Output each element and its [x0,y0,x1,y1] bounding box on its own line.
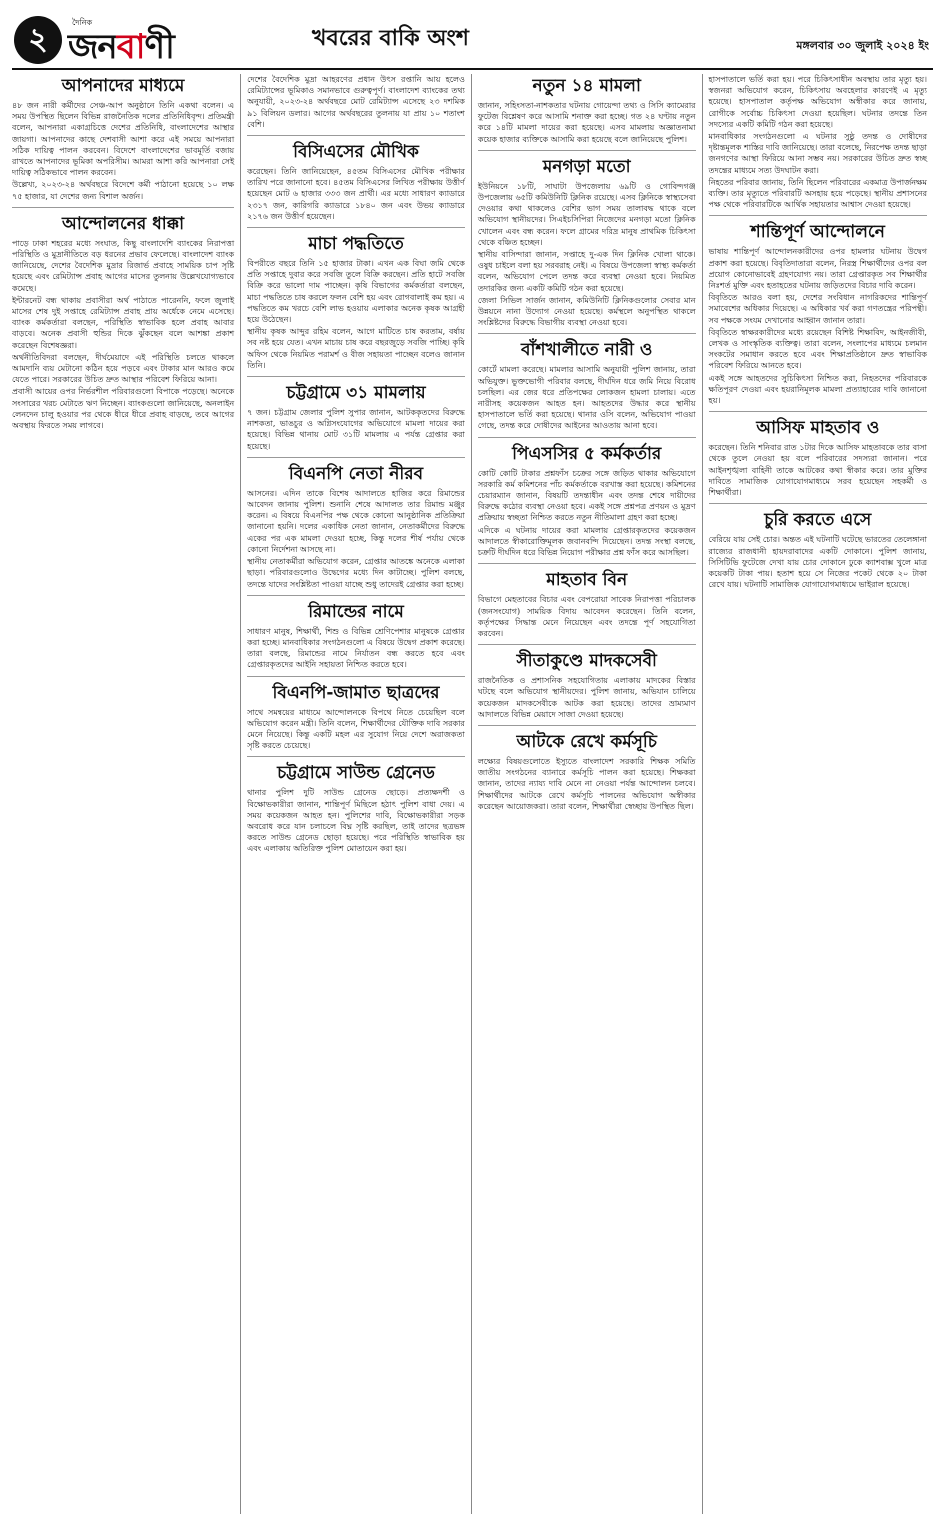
story-headline: সীতাকুণ্ডে মাদকসেবী [516,651,657,672]
news-story [247,234,465,377]
news-story [247,683,465,758]
story-paragraph: বিপরীতে বছরে তিনি ১৫ হাজার টাকা। এখন এক বিঘা জমি থেকে প্রতি সপ্তাহে দুবার করে সবজি তুলে বিক্রি করছেন। প্রতি হাটে সবজি বিক্রি করে ভালো দাম পাচ্ছেন। কৃষি বিভাগের কর্মকর্তারা বলছেন, মাচা পদ্ধতিতে চাষ করলে ফলন বেশি হয় এবং রোগবালাই কম হয়। এ পদ্ধতিতে কম খরচে বেশি লাভ হওয়ায় এলাকার অনেক কৃষক আগ্রহী হয়ে উঠেছেন। [247,259,465,325]
story-paragraph: হাসপাতালে ভর্তি করা হয়। পরে চিকিৎসাধীন অবস্থায় তার মৃত্যু হয়। স্বজনরা অভিযোগ করেন, চিকিৎসায় অবহেলার কারণেই এ মৃত্যু হয়েছে। হাসপাতাল কর্তৃপক্ষ অভিযোগ অস্বীকার করে জানায়, রোগীকে সর্বোচ্চ চিকিৎসা দেওয়া হয়েছিল। ঘটনার তদন্তে তিন সদস্যের একটি কমিটি গঠন করা হয়েছে। [708,75,927,129]
news-story [478,444,696,565]
news-story [247,383,465,458]
story-headline: পিএসসির ৫ কর্মকর্তার [512,443,662,464]
story-headline: মাচা পদ্ধতিতে [308,234,404,255]
story-headline: চুরি করতে এসে [764,510,872,531]
news-story [478,570,696,645]
news-story [709,418,927,504]
story-paragraph: পাড়ে ঢাকা শহরের মধ্যে সংঘাত, কিছু বাংলাদেশি ব্যাংকের নিরাপত্তা পরিস্থিতি ও মুদ্রানীতিতে বড় ধরনের প্রভাব ফেলেছে। বাংলাদেশ ব্যাংক জানিয়েছে, দেশের বৈদেশিক মুদ্রার রিজার্ভ প্রবাহে সাময়িক চাপ সৃষ্টি হয়েছে এবং রেমিট্যান্স প্রবাহ আগের মাসের তুলনায় উল্লেখযোগ্যভাবে কমেছে। [12,238,235,293]
story-paragraph: জানান, সহিংসতা-নাশকতার ঘটনায় গোয়েন্দা তথ্য ও সিসি ক্যামেরার ফুটেজ বিশ্লেষণ করে আসামি শনাক্ত করা হচ্ছে। গত ২৪ ঘণ্টায় নতুন করে ১৪টি মামলা দায়ের করা হয়েছে। এসব মামলায় অজ্ঞাতনামা কয়েক হাজার ব্যক্তিকে আসামি করা হয়েছে বলে জানিয়েছে পুলিশ। [477,101,696,144]
story-headline: চট্টগ্রামে সাউন্ড গ্রেনেড [277,763,435,784]
news-story [478,732,696,817]
columns-container [12,74,933,1514]
story-paragraph: লক্ষ্যের বিষয়গুলোতে ইস্যুতে বাংলাদেশ সরকারি শিক্ষক সমিতি জাতীয় সংগঠনের ব্যানারে কর্মসূচি পালন করা হয়েছে। শিক্ষকরা জানান, তাদের ন্যায্য দাবি মেনে না নেওয়া পর্যন্ত আন্দোলন চলবে। শিক্ষার্থীদের আটকে রেখে কর্মসূচি পালনের অভিযোগ অস্বীকার করেছেন আয়োজকরা। তারা বলেন, শিক্ষার্থীরা স্বেচ্ছায় উপস্থিত ছিল। [477,756,696,811]
news-story [247,763,465,859]
story-paragraph: সাথে সমন্বয়ের মাধ্যমে আন্দোলনকে বিপথে নিতে চেয়েছিল বলে অভিযোগ করেন মন্ত্রী। তিনি বলেন, শিক্ষার্থীদের যৌক্তিক দাবি সরকার মেনে নিয়েছে। কিন্তু একটি মহল এর সুযোগ নিয়ে দেশে অরাজকতা সৃষ্টি করতে চেয়েছে। [247,707,465,751]
news-story [478,157,696,335]
story-headline: রিমান্ডের নামে [308,601,404,622]
news-column [12,74,241,1514]
news-column [703,74,933,1514]
news-story [478,340,696,437]
story-paragraph: ৭ জন। চট্টগ্রাম জেলার পুলিশ সুপার জানান, আটককৃতদের বিরুদ্ধে নাশকতা, ভাঙচুর ও অগ্নিসংযোগের অভিযোগে মামলা দায়ের করা হয়েছে। বিভিন্ন থানায় মোট ৩১টি মামলায় এ পর্যন্ত গ্রেপ্তার করা হয়েছে। [247,408,465,451]
story-paragraph: রাজনৈতিক ও প্রশাসনিক সহযোগিতায় এলাকায় মাদকের বিস্তার ঘটছে বলে অভিযোগ স্থানীয়দের। পুলিশ জানায়, অভিযান চালিয়ে কয়েকজন মাদকসেবীকে আটক করা হয়েছে। তাদের ভ্রাম্যমাণ আদালতে বিভিন্ন মেয়াদে সাজা দেওয়া হয়েছে। [477,676,696,719]
page-number: ২ [14,16,62,64]
news-story [709,510,927,595]
story-paragraph: থানার পুলিশ দুটি সাউন্ড গ্রেনেড ছোড়ে। প্রত্যক্ষদর্শী ও বিক্ষোভকারীরা জানান, শান্তিপূর্ণ মিছিলে হঠাৎ পুলিশ বাধা দেয়। এ সময় কয়েকজন আহত হন। পুলিশের দাবি, বিক্ষোভকারীরা সড়ক অবরোধ করে যান চলাচলে বিঘ্ন সৃষ্টি করছিল, তাই তাদের ছত্রভঙ্গ করতে সাউন্ড গ্রেনেড ছোড়া হয়েছে। পরে পরিস্থিতি স্বাভাবিক হয় এবং এলাকায় অতিরিক্ত পুলিশ মোতায়েন করা হয়। [247,788,465,854]
story-headline: মাহতাব বিন [546,570,628,591]
story-headline: চট্টগ্রামে ৩১ মামলায় [286,383,426,404]
story-headline: আটকে রেখে কর্মসূচি [516,731,657,752]
news-story [247,74,465,136]
brand-name: জনবাণী [68,27,174,67]
news-story [709,74,927,216]
story-headline: মনগড়া মতো [542,156,631,177]
news-story [12,214,234,436]
issue-date: মঙ্গলবার ৩০ জুলাই ২০২৪ ইং [796,39,929,52]
story-paragraph: দেশের বৈদেশিক মুদ্রা আহরণের প্রধান উৎস রপ্তানি আয় হলেও রেমিট্যান্সের ভূমিকাও সমানভাবে গুরুত্বপূর্ণ। বাংলাদেশ ব্যাংকের তথ্য অনুযায়ী, ২০২৩-২৪ অর্থবছরে মোট রেমিট্যান্স এসেছে ২৩ দশমিক ৯১ বিলিয়ন ডলার। আগের অর্থবছরের তুলনায় যা প্রায় ১০ শতাংশ বেশি। [247,75,465,129]
news-story [247,464,465,596]
story-paragraph: বেরিয়ে যায় সেই চোর। অন্তত এই ঘটনাটি ঘটেছে ভারতের তেলেঙ্গানা রাজ্যের রাজধানী হায়দরাবাদের একটি দোকানে। পুলিশ জানায়, সিসিটিভি ফুটেজে দেখা যায় চোর দোকানে ঢুকে ক্যাশবাক্স খুলে মাত্র কয়েকটি টাকা পায়। হতাশ হয়ে সে নিজের পকেট থেকে ২০ টাকা রেখে যায়। ঘটনাটি সামাজিক যোগাযোগমাধ্যমে ভাইরাল হয়েছে। [708,535,927,590]
masthead [12,12,933,70]
newspaper-logo [68,17,174,67]
brand-prefix: দৈনিক [72,18,93,27]
story-paragraph: স্থানীয় বাসিন্দারা জানান, সপ্তাহে দু-এক দিন ক্লিনিক খোলা থাকে। ওষুধ চাইলে বলা হয় সরবরাহ নেই। এ বিষয়ে উপজেলা স্বাস্থ্য কর্মকর্তা বলেন, অভিযোগ পেলে তদন্ত করে ব্যবস্থা নেওয়া হবে। নিয়মিত তদারকির জন্য একটি কমিটি গঠন করা হয়েছে। [477,250,696,293]
news-story [478,651,696,726]
story-paragraph: ইউনিয়নে ১৮টি, সাঘাটা উপজেলায় ৬৯টি ও গোবিন্দগঞ্জ উপজেলায় ৬৫টি কমিউনিটি ক্লিনিক রয়েছে। এসব ক্লিনিকে স্বাস্থ্যসেবা দেওয়ার কথা থাকলেও বেশির ভাগ সময় তালাবদ্ধ থাকে বলে অভিযোগ স্থানীয়দের। সিএইচসিপিরা নিজেদের মনগড়া মতো ক্লিনিক খোলেন এবং বন্ধ করেন। ফলে গ্রামের দরিদ্র মানুষ প্রাথমিক চিকিৎসা থেকে বঞ্চিত হচ্ছেন। [477,181,696,247]
story-headline: আসিফ মাহতাব ও [756,418,880,439]
story-paragraph: নিহতের পরিবার জানায়, তিনি ছিলেন পরিবারের একমাত্র উপার্জনক্ষম ব্যক্তি। তার মৃত্যুতে পরিবারটি অসহায় হয়ে পড়েছে। স্থানীয় প্রশাসনের পক্ষ থেকে পরিবারটিকে আর্থিক সহায়তার আশ্বাস দেওয়া হয়েছে। [708,177,927,210]
story-paragraph: স্থানীয় নেতাকর্মীরা অভিযোগ করেন, গ্রেপ্তার আতঙ্কে অনেকে এলাকা ছাড়া। পরিবারগুলোও উদ্বেগের মধ্যে দিন কাটাচ্ছে। পুলিশ বলছে, তদন্তে যাদের সংশ্লিষ্টতা পাওয়া যাচ্ছে শুধু তাদেরই গ্রেপ্তার করা হচ্ছে। [247,557,465,589]
news-story [247,602,465,677]
story-paragraph: বিবৃতিতে স্বাক্ষরকারীদের মধ্যে রয়েছেন বিশিষ্ট শিক্ষাবিদ, আইনজীবী, লেখক ও সাংস্কৃতিক ব্যক্তিত্ব। তারা বলেন, সংলাপের মাধ্যমে চলমান সংকটের সমাধান করতে হবে এবং শিক্ষাপ্রতিষ্ঠানে দ্রুত স্বাভাবিক পরিবেশ ফিরিয়ে আনতে হবে। [708,327,927,371]
story-headline: শান্তিপূর্ণ আন্দোলনে [750,222,885,243]
story-paragraph: বিবৃতিতে আরও বলা হয়, দেশের সংবিধান নাগরিকদের শান্তিপূর্ণ সমাবেশের অধিকার দিয়েছে। এ অধিকার খর্ব করা গণতন্ত্রের পরিপন্থী। সব পক্ষকে সংযম দেখানোর আহ্বান জানান তারা। [708,293,927,325]
story-paragraph: কোর্টে মামলা করেছে। মামলার আসামি অনুযায়ী পুলিশ জানায়, তারা অভিযুক্ত। ভুক্তভোগী পরিবার বলছে, দীর্ঘদিন ধরে জমি নিয়ে বিরোধ চলছিল। এর জের ধরে প্রতিপক্ষের লোকজন হামলা চালায়। এতে নারীসহ কয়েকজন আহত হন। আহতদের উদ্ধার করে স্থানীয় হাসপাতালে ভর্তি করা হয়েছে। থানার ওসি বলেন, অভিযোগ পাওয়া গেছে, তদন্ত করে দোষীদের আইনের আওতায় আনা হবে। [477,365,696,431]
story-paragraph: কোটি কোটি টাকার প্রশ্নফাঁস চক্রের সঙ্গে জড়িত থাকার অভিযোগে সরকারি কর্ম কমিশনের পাঁচ কর্মকর্তাকে বরখাস্ত করা হয়েছে। কমিশনের চেয়ারম্যান জানান, বিষয়টি তদন্তাধীন এবং তদন্ত শেষে দায়ীদের বিরুদ্ধে কঠোর ব্যবস্থা নেওয়া হবে। একই সঙ্গে প্রশ্নপত্র প্রণয়ন ও মুদ্রণ প্রক্রিয়ায় স্বচ্ছতা নিশ্চিত করতে নতুন নীতিমালা গ্রহণ করা হচ্ছে। [477,468,696,523]
story-paragraph: আসনের। এদিন তাকে বিশেষ আদালতে হাজির করে রিমান্ডের আবেদন জানায় পুলিশ। শুনানি শেষে আদালত তার রিমান্ড মঞ্জুর করেন। এ বিষয়ে বিএনপির পক্ষ থেকে কোনো আনুষ্ঠানিক প্রতিক্রিয়া জানানো হয়নি। দলের একাধিক নেতা জানান, নেতাকর্মীদের বিরুদ্ধে একের পর এক মামলা দেওয়া হচ্ছে, কিন্তু দলের শীর্ষ পর্যায় থেকে কোনো নির্দেশনা আসছে না। [247,488,465,554]
story-paragraph: একই সঙ্গে আহতদের সুচিকিৎসা নিশ্চিত করা, নিহতদের পরিবারকে ক্ষতিপূরণ দেওয়া এবং হয়রানিমূলক মামলা প্রত্যাহারের দাবি জানানো হয়। [708,373,927,406]
story-paragraph: ইন্টারনেট বন্ধ থাকায় প্রবাসীরা অর্থ পাঠাতে পারেননি, ফলে জুলাই মাসের শেষ দুই সপ্তাহে রেমিট্যান্স প্রবাহ প্রায় অর্ধেকে নেমে এসেছে। ব্যাংক কর্মকর্তারা বলছেন, পরিস্থিতি স্বাভাবিক হলে প্রবাহ আবার বাড়বে। অনেক প্রবাসী হুন্ডির দিকে ঝুঁকছেন বলে আশঙ্কা প্রকাশ করেছেন বিশেষজ্ঞরা। [12,295,235,350]
story-headline: আন্দোলনের ধাক্কা [62,213,185,234]
story-paragraph: করেছেন। তিনি শনিবার রাত ১টার দিকে আসিফ মাহতাবকে তার বাসা থেকে তুলে নেওয়া হয় বলে পরিবারের সদস্যরা জানান। পরে আইনশৃঙ্খলা বাহিনী তাকে আটকের কথা স্বীকার করে। তার মুক্তির দাবিতে সামাজিক যোগাযোগমাধ্যমে সরব হয়েছেন সহকর্মী ও শিক্ষার্থীরা। [708,443,927,498]
story-headline: আপনাদের মাধ্যমে [61,76,185,96]
story-paragraph: প্রবাসী আয়ের ওপর নির্ভরশীল পরিবারগুলো বিপাকে পড়েছে। অনেকে সংসারের খরচ মেটাতে ঋণ নিচ্ছেন। ব্যাংকগুলো জানিয়েছে, অনলাইন লেনদেন চালু হওয়ার পর থেকে ধীরে ধীরে প্রবাহ বাড়ছে, তবে আগের অবস্থায় ফিরতে সময় লাগবে। [12,387,235,431]
story-paragraph: জেলা সিভিল সার্জন জানান, কমিউনিটি ক্লিনিকগুলোর সেবার মান উন্নয়নে নানা উদ্যোগ নেওয়া হয়েছে। কর্মস্থলে অনুপস্থিত থাকলে সংশ্লিষ্টদের বিরুদ্ধে বিভাগীয় ব্যবস্থা নেওয়া হবে। [477,295,696,328]
news-column [241,74,472,1514]
story-headline: বিসিএসের মৌখিক [293,142,419,163]
story-paragraph: উল্লেখ্য, ২০২৩-২৪ অর্থবছরে বিদেশে কর্মী পাঠানো হয়েছে ১০ লক্ষ ৭৫ হাজার, যা দেশের জন্য বিশাল অর্জন। [12,180,235,201]
story-headline: বিএনপি-জামাত ছাত্রদের [272,682,440,703]
section-title: খবরের বাকি অংশ [312,26,469,51]
story-paragraph: ভাষায় শান্তিপূর্ণ আন্দোলনকারীদের ওপর হামলার ঘটনায় উদ্বেগ প্রকাশ করা হয়েছে। বিবৃতিদাতারা বলেন, নিরস্ত্র শিক্ষার্থীদের ওপর বল প্রয়োগ কোনোভাবেই গ্রহণযোগ্য নয়। তারা গ্রেপ্তারকৃত সব শিক্ষার্থীর নিঃশর্ত মুক্তি এবং হতাহতের ঘটনায় জড়িতদের বিচার দাবি করেন। [708,247,927,291]
news-column [472,74,703,1514]
story-paragraph: করেছেন। তিনি জানিয়েছেন, ৪৫তম বিসিএসের মৌখিক পরীক্ষার তারিখ পরে জানানো হবে। ৪৫তম বিসিএসের লিখিত পরীক্ষায় উত্তীর্ণ হয়েছেন মোট ৬ হাজার ৩৩৩ জন প্রার্থী। এর মধ্যে সাধারণ ক্যাডারে ২৩১৭ জন, কারিগরি ক্যাডারে ১৮৪০ জন এবং উভয় ক্যাডারে ২১৭৬ জন উত্তীর্ণ হয়েছেন। [247,167,465,221]
story-paragraph: স্থানীয় কৃষক আব্দুর রহিম বলেন, আগে মাটিতে চাষ করতাম, বর্ষায় সব নষ্ট হয়ে যেত। এখন মাচায় চাষ করে বছরজুড়ে সবজি পাচ্ছি। কৃষি অফিস থেকে নিয়মিত পরামর্শ ও বীজ সহায়তা পাচ্ছেন বলেও জানান তিনি। [247,327,465,370]
story-headline: নতুন ১৪ মামলা [532,76,641,96]
story-paragraph: মানবাধিকার সংগঠনগুলো এ ঘটনার সুষ্ঠু তদন্ত ও দোষীদের দৃষ্টান্তমূলক শাস্তির দাবি জানিয়েছে। তারা বলেছে, নিরপেক্ষ তদন্ত ছাড়া জনগণের আস্থা ফিরিয়ে আনা সম্ভব নয়। সরকারের উচিত দ্রুত স্বচ্ছ তদন্তের মাধ্যমে সত্য উদঘাটন করা। [708,132,927,175]
news-story [12,76,234,208]
news-story [709,222,927,412]
story-headline: বিএনপি নেতা নীরব [288,463,424,484]
story-paragraph: এদিকে এ ঘটনায় দায়ের করা মামলায় গ্রেপ্তারকৃতদের কয়েকজন আদালতে স্বীকারোক্তিমূলক জবানবন্দি দিয়েছেন। তদন্ত সংস্থা বলছে, চক্রটি দীর্ঘদিন ধরে বিভিন্ন নিয়োগ পরীক্ষার প্রশ্ন ফাঁস করে আসছিল। [477,525,696,558]
story-headline: বাঁশখালীতে নারী ও [521,340,653,361]
story-paragraph: সাধারণ মানুষ, শিক্ষার্থী, শিশু ও বিভিন্ন শ্রেণিপেশার মানুষকে গ্রেপ্তার করা হচ্ছে। মানবাধিকার সংগঠনগুলো এ বিষয়ে উদ্বেগ প্রকাশ করেছে। তারা বলছে, রিমান্ডের নামে নির্যাতন বন্ধ করতে হবে এবং গ্রেপ্তারকৃতদের আইনি সহায়তা নিশ্চিত করতে হবে। [247,626,465,670]
story-paragraph: ৪৮ জন নারী কর্মীদের সেঞ্চ-আপ অনুষ্ঠানে তিনি একথা বলেন। এ সময় উপস্থিত ছিলেন বিভিন্ন রাজনৈতিক দলের প্রতিনিধিবৃন্দ। প্রতিমন্ত্রী বলেন, আপনারা একাগ্রচিত্তে দেশের প্রতিনিধি, বাংলাদেশের আস্থার জায়গা। আপনাদের কাছে দেশবাসী আশা করে এই সময়ে আপনারা সঠিক দায়িত্ব পালন করবেন। বিদেশে বাংলাদেশের ভাবমূর্তি বজায় রাখতে আপনাদের ভূমিকা অপরিসীম। আমরা আশা করি আপনারা সেই দায়িত্ব সঠিকভাবে পালন করবেন। [12,101,235,178]
story-paragraph: বিভাগে মেহতাবের বিচার এবং বেপরোয়া সাবেক নিরাপত্তা পরিচালক (জনসংযোগ) সাময়িক বিদায় আবেদন করেছেন। তিনি বলেন, কর্তৃপক্ষের সিদ্ধান্ত মেনে নিয়েছেন এবং তদন্তে পূর্ণ সহযোগিতা করবেন। [477,595,696,638]
story-paragraph: অর্থনীতিবিদরা বলছেন, দীর্ঘমেয়াদে এই পরিস্থিতি চলতে থাকলে আমদানি ব্যয় মেটানো কঠিন হয়ে পড়বে এবং টাকার মান আরও কমে যেতে পারে। সরকারের উচিত দ্রুত আস্থার পরিবেশ ফিরিয়ে আনা। [12,352,235,385]
news-story [247,142,465,228]
news-story [478,76,696,151]
